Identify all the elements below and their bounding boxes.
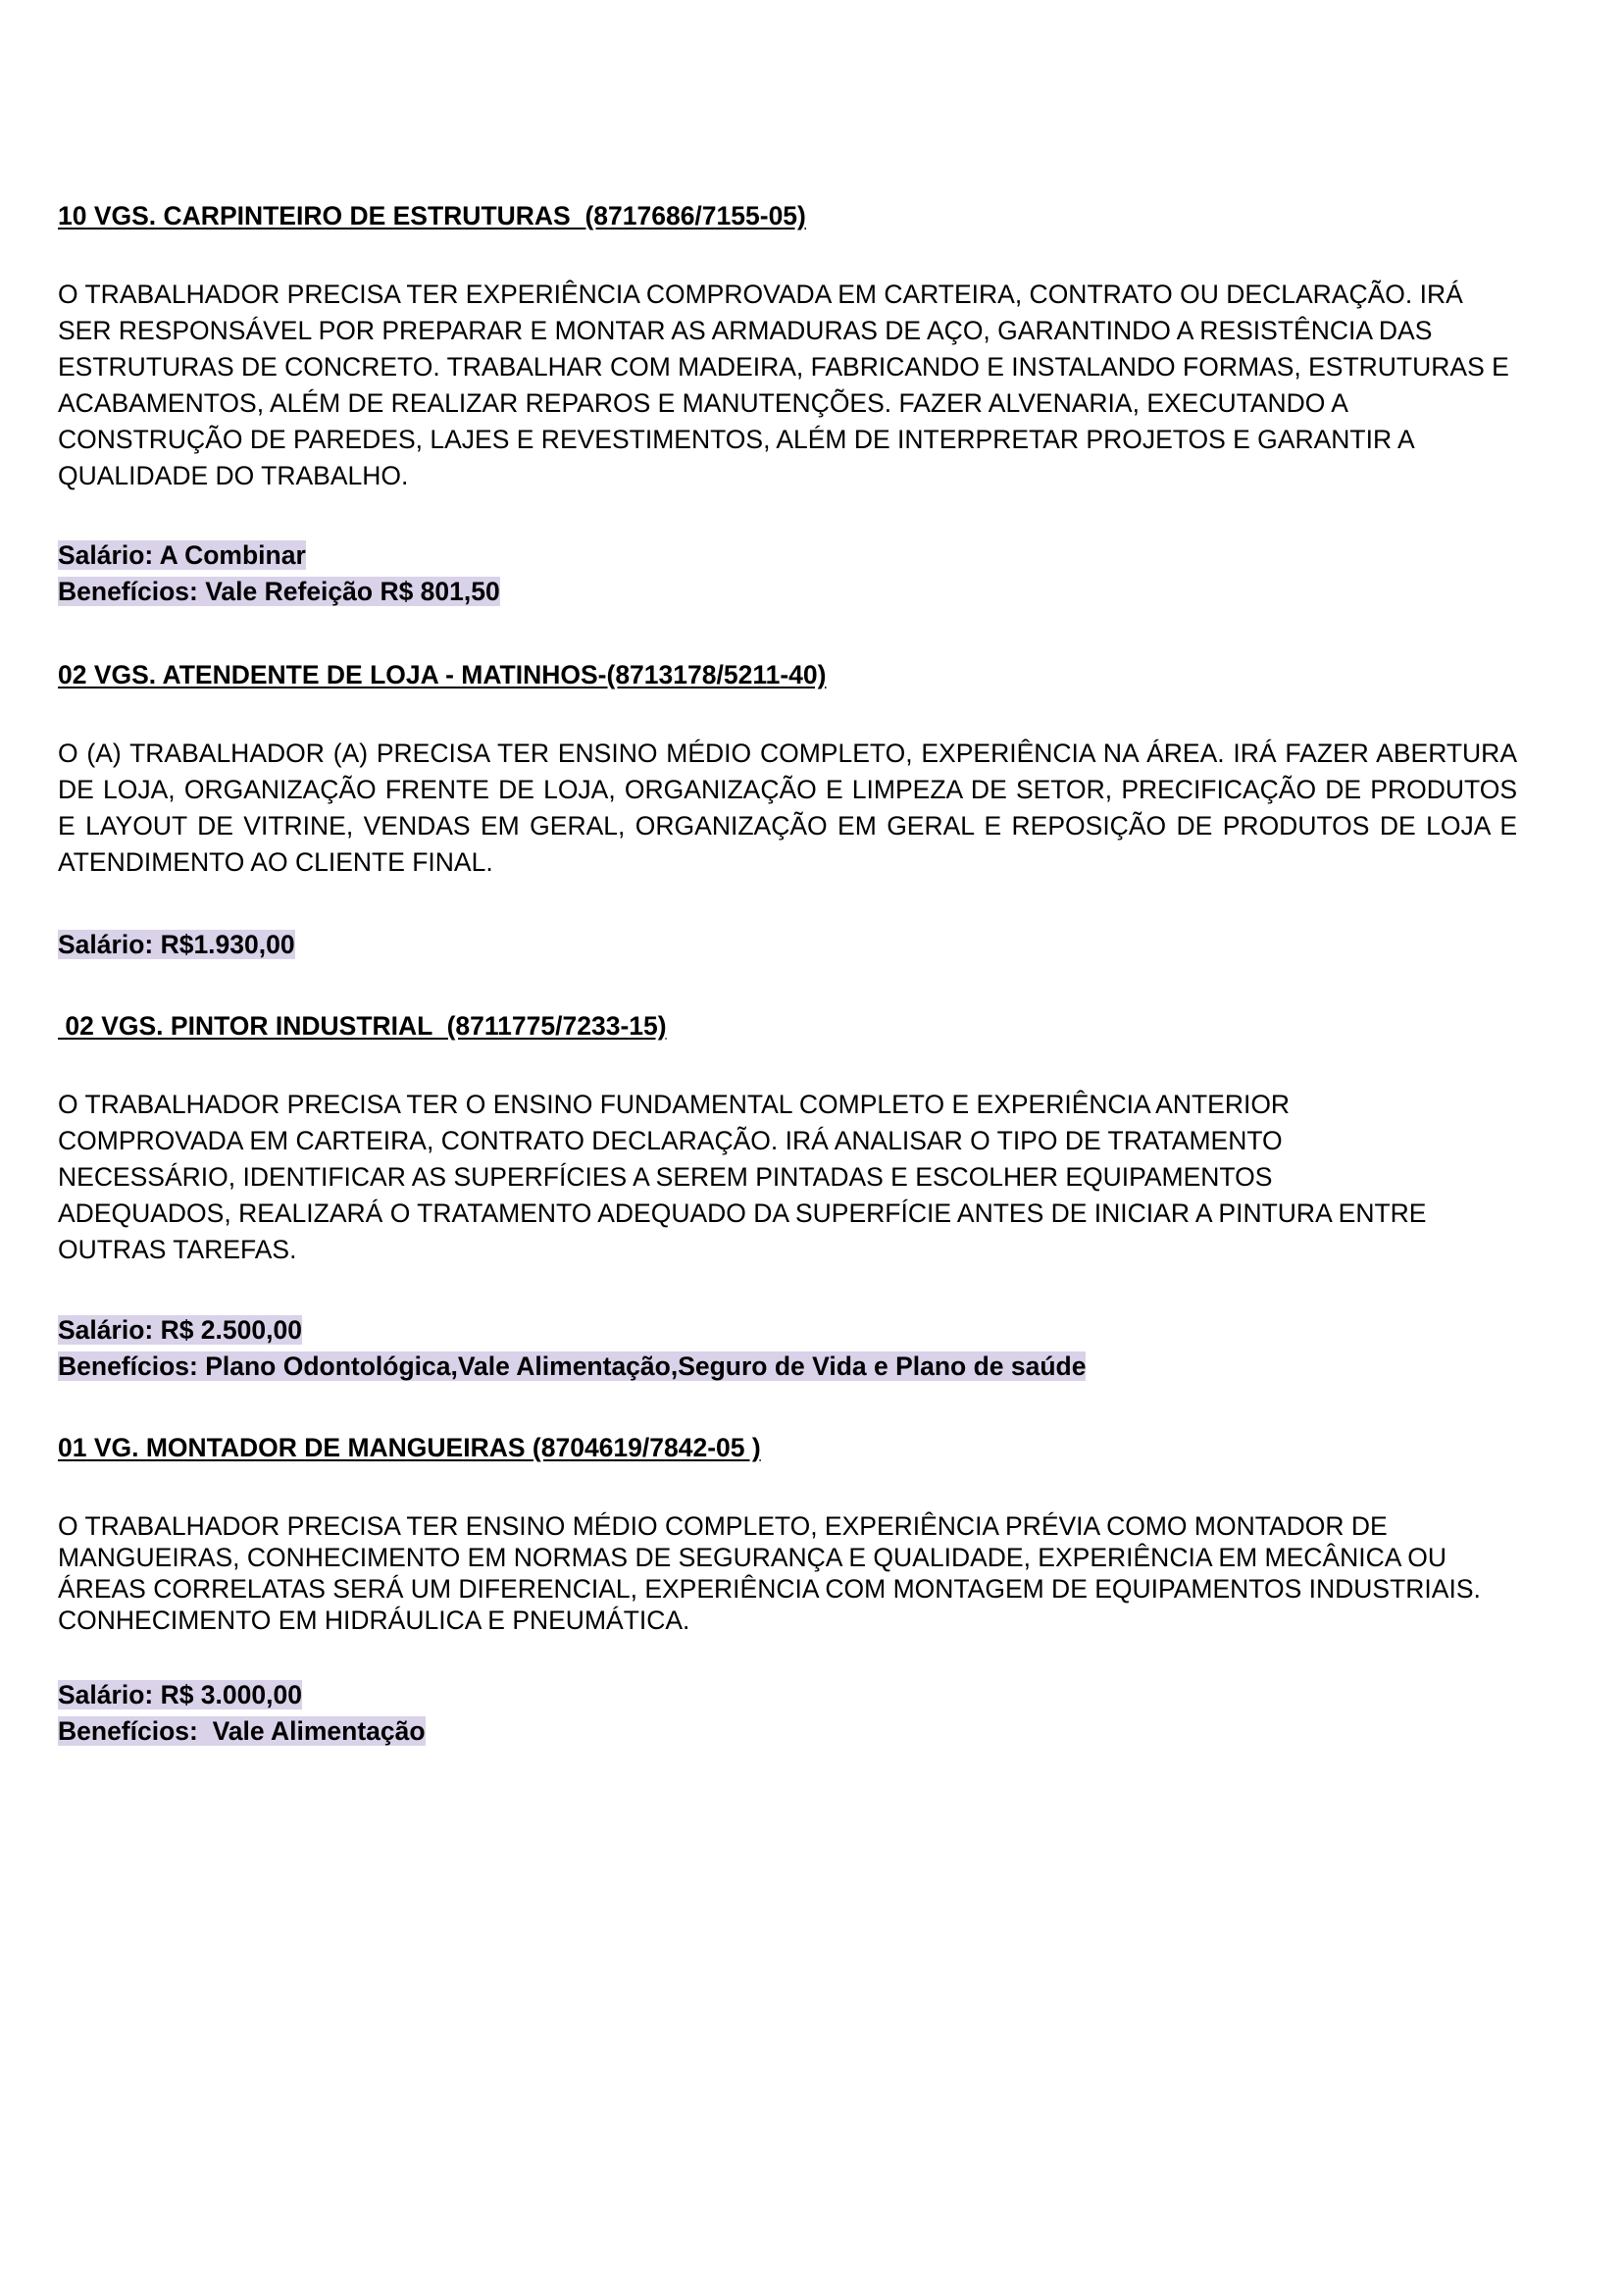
job-salary: [58, 537, 306, 573]
job-benefits: [58, 1349, 1086, 1384]
benefits-text: Benefícios: Plano Odontológica,Vale Alimentação,Seguro de Vida e Plano de saúde: [58, 1351, 1087, 1381]
job-listing-carpinteiro: [58, 198, 1517, 606]
job-benefits: [58, 1713, 426, 1749]
job-title: 01 VG. MONTADOR DE MANGUEIRAS (8704619/7842-05 ): [58, 1433, 761, 1462]
job-listing-montador: [58, 1430, 1517, 1746]
job-salary: [58, 1677, 302, 1712]
job-description: O (A) TRABALHADOR (A) PRECISA TER ENSINO MÉDIO COMPLETO, EXPERIÊNCIA NA ÁREA. IRÁ FAZER ABERTURA DE LOJA, ORGANIZAÇÃO FRENTE DE LOJA, ORGANIZAÇÃO E LIMPEZA DE SETOR, PRECIFICAÇÃO DE PRODUTOS E LAYOUT DE VITRINE, VENDAS EM GERAL, ORGANIZAÇÃO EM GERAL E REPOSIÇÃO DE PRODUTOS DE LOJA E ATENDIMENTO AO CLIENTE FINAL.: [58, 739, 1517, 877]
job-description: O TRABALHADOR PRECISA TER O ENSINO FUNDAMENTAL COMPLETO E EXPERIÊNCIA ANTERIOR COMPROVADA EM CARTEIRA, CONTRATO DECLARAÇÃO. IRÁ ANALISAR O TIPO DE TRATAMENTO NECESSÁRIO, IDENTIFICAR AS SUPERFÍCIES A SEREM PINTADAS E ESCOLHER EQUIPAMENTOS ADEQUADOS, REALIZARÁ O TRATAMENTO ADEQUADO DA SUPERFÍCIE ANTES DE INICIAR A PINTURA ENTRE OUTRAS TAREFAS.: [58, 1090, 1427, 1264]
job-title: 02 VGS. ATENDENTE DE LOJA - MATINHOS-(8713178/5211-40): [58, 660, 827, 689]
salary-text: Salário: R$1.930,00: [58, 930, 295, 959]
job-listing-pintor: [58, 1008, 1517, 1381]
job-description: O TRABALHADOR PRECISA TER EXPERIÊNCIA COMPROVADA EM CARTEIRA, CONTRATO OU DECLARAÇÃO. IRÁ SER RESPONSÁVEL POR PREPARAR E MONTAR AS ARMADURAS DE AÇO, GARANTINDO A RESISTÊNCIA DAS ESTRUTURAS DE CONCRETO. TRABALHAR COM MADEIRA, FABRICANDO E INSTALANDO FORMAS, ESTRUTURAS E ACABAMENTOS, ALÉM DE REALIZAR REPAROS E MANUTENÇÕES. FAZER ALVENARIA, EXECUTANDO A CONSTRUÇÃO DE PAREDES, LAJES E REVESTIMENTOS, ALÉM DE INTERPRETAR PROJETOS E GARANTIR A QUALIDADE DO TRABALHO.: [58, 280, 1509, 490]
benefits-text: Benefícios: Vale Refeição R$ 801,50: [58, 577, 500, 606]
salary-text: Salário: R$ 2.500,00: [58, 1315, 302, 1345]
job-salary: [58, 1312, 302, 1348]
job-listing-atendente: [58, 657, 1517, 959]
job-benefits: [58, 574, 500, 609]
job-salary: [58, 927, 295, 962]
job-title: 02 VGS. PINTOR INDUSTRIAL (8711775/7233-15): [58, 1011, 667, 1041]
salary-text: Salário: R$ 3.000,00: [58, 1680, 302, 1709]
salary-text: Salário: A Combinar: [58, 540, 306, 570]
job-description: O TRABALHADOR PRECISA TER ENSINO MÉDIO COMPLETO, EXPERIÊNCIA PRÉVIA COMO MONTADOR DE MANGUEIRAS, CONHECIMENTO EM NORMAS DE SEGURANÇA E QUALIDADE, EXPERIÊNCIA EM MECÂNICA OU ÁREAS CORRELATAS SERÁ UM DIFERENCIAL, EXPERIÊNCIA COM MONTAGEM DE EQUIPAMENTOS INDUSTRIAIS. CONHECIMENTO EM HIDRÁULICA E PNEUMÁTICA.: [58, 1511, 1481, 1635]
job-title: 10 VGS. CARPINTEIRO DE ESTRUTURAS (8717686/7155-05): [58, 201, 806, 230]
benefits-text: Benefícios: Vale Alimentação: [58, 1716, 426, 1746]
